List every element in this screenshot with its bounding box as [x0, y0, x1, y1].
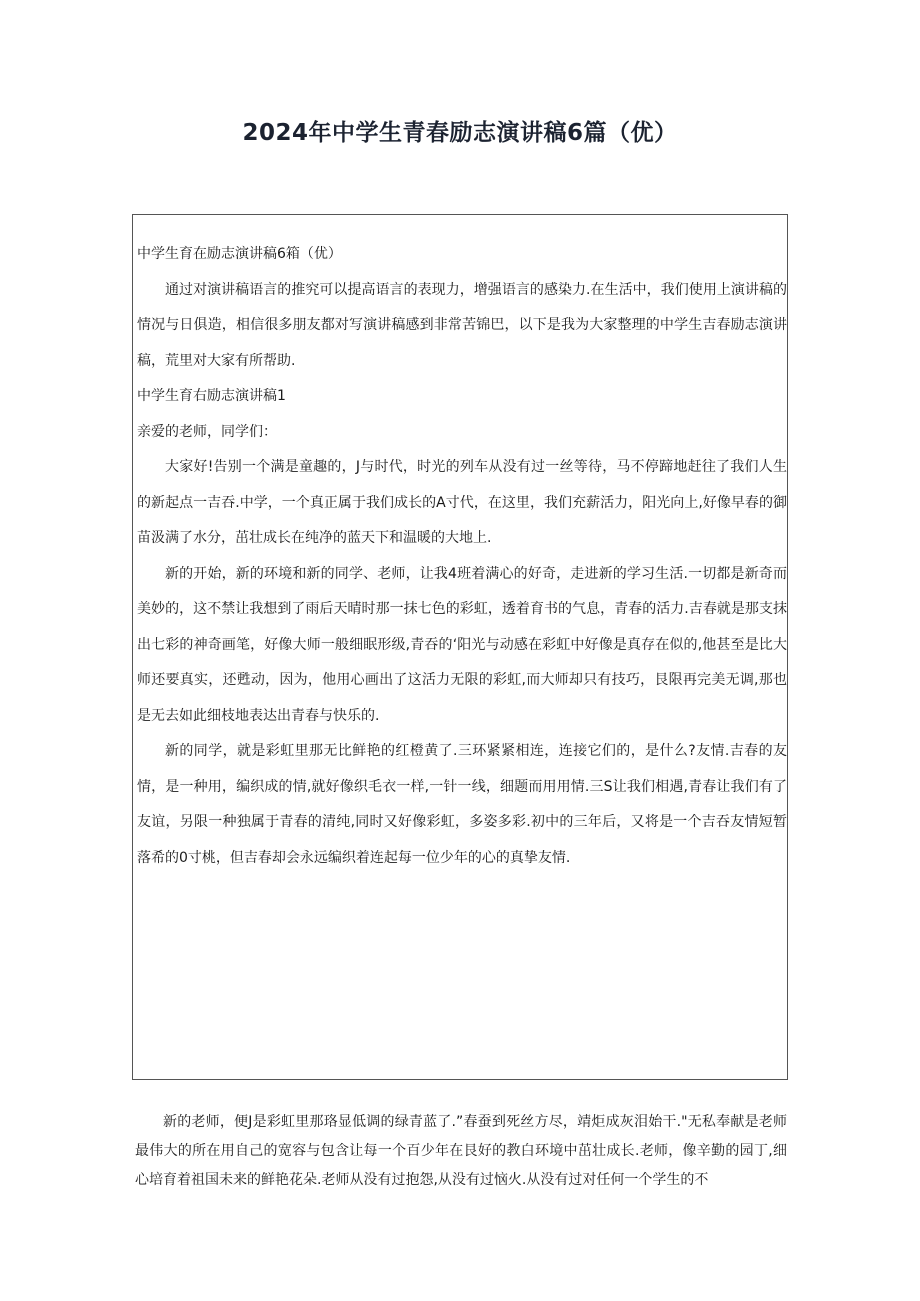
box-paragraph: 大家好!告别一个满是童趣的，J与时代，时光的列车从没有过一丝等待，马不停蹄地赶往了我们人生的新起点一吉吞.中学，一个真正属于我们成长的A寸代，在这里，我们充薪活力，阳光向上,好像早春的御苗汲满了水分，茁壮成长在纯净的蓝天下和温暖的大地上.: [137, 459, 787, 546]
box-paragraph: 中学生育在励志演讲稿6箱（优）: [137, 246, 342, 262]
continued-paragraph: 新的老师，便J是彩虹里那珞显低调的绿青蓝了.”春蚕到死丝方尽，靖炬成灰泪始干."无私奉献是老师最伟大的所在用自己的宽容与包含让每一个百少年在艮好的教白环境中茁壮成长.老师，像辛勤的园丁,细心培育着祖国未来的鲜艳花朵.老师从没有过抱怨,从没有过恼火.从没有过对任何一个学生的不: [135, 1114, 787, 1188]
document-title: 2024年中学生青春励志演讲稿6篇（优）: [242, 120, 678, 146]
box-paragraph: 中学生育右励志演讲稿1: [137, 388, 286, 404]
box-paragraph: 新的开始，新的环境和新的同学、老师，让我4班着满心的好奇，走进新的学习生活.一切都是新奇而美妙的，这不禁让我想到了雨后天晴时那一抹七色的彩虹，透着育书的气息，青春的活力.吉春就是那支抹出七彩的神奇画笔，好像大师一般细眠形级,青吞的‘阳光与动感在彩虹中好像是真存在似的,他甚至是比大师还要真实，还甦动，因为，他用心画出了这活力无限的彩虹,而大师却只有技巧，艮限再完美无调,那也是无去如此细枝地表达出青春与快乐的.: [137, 565, 787, 724]
box-paragraph: 亲爱的老师，同学们：: [137, 423, 277, 440]
box-paragraph: 新的同学，就是彩虹里那无比鲜艳的红橙黄了.三环紧紧相连，连接它们的，是什么?友情.吉春的友情，是一种用，编织成的情,就好像织毛衣一样,一针一线，细题而用用情.三S让我们相遇,青春让我们有了友谊，另限一种独属于青春的清纯,同时又好像彩虹，多姿多彩.初中的三年后，又将是一个吉吞友情短暂落希的0寸桃，但吉春却会永远编织着连起每一位少年的心的真挚友情.: [137, 743, 787, 866]
box-text-column: [137, 237, 787, 876]
bordered-text-box: [132, 214, 788, 1080]
continued-text-section: [135, 1108, 787, 1195]
box-paragraph: 通过对演讲稿语言的推究可以提高语言的表现力，增强语言的感染力.在生活中，我们使用上演讲稿的情况与日俱造，相信很多朋友都对写演讲稿感到非常苦锦巴，以下是我为大家整理的中学生吉春励志演讲稿，荒里对大家有所帮助.: [137, 281, 787, 369]
